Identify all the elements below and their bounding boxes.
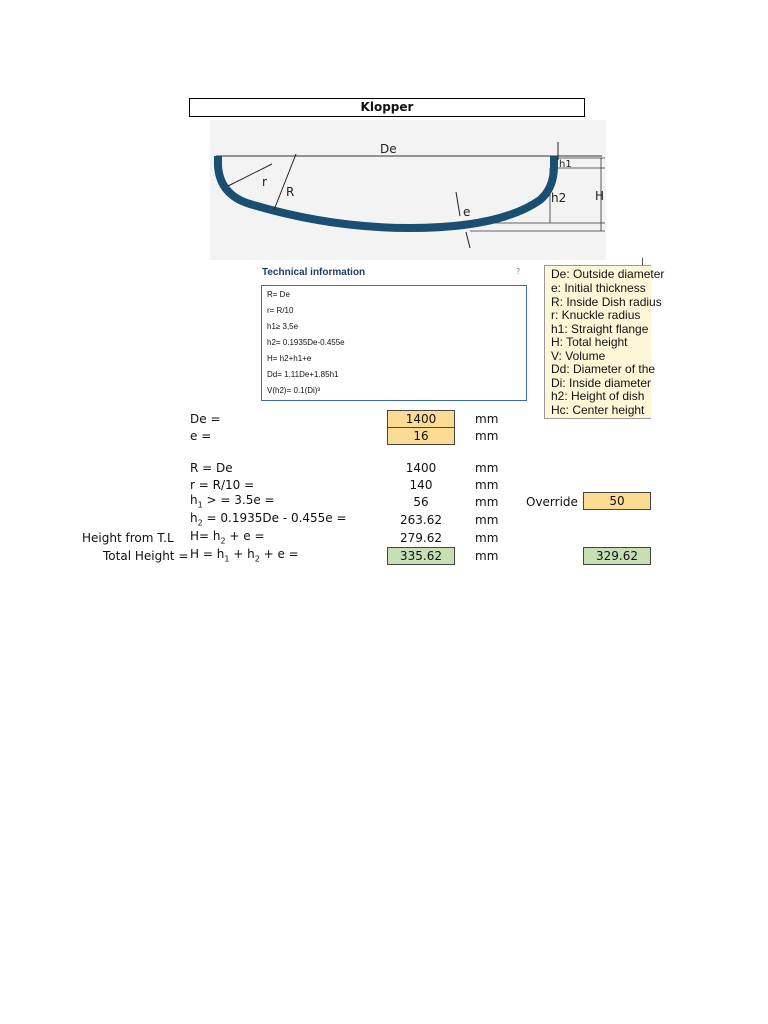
tech-line: r= R/10 [267, 306, 294, 315]
e-arrow-bottom [466, 232, 470, 248]
legend-item: De: Outside diameter [551, 267, 665, 281]
legend-item: h2: Height of dish [551, 389, 645, 403]
dish-shape [218, 156, 554, 228]
h1-formula: $h_1$ > = 3.5e = [190, 493, 275, 510]
H-tl-formula: $H= h_2 + e$ = [190, 529, 265, 546]
legend-item: V: Volume [551, 349, 606, 363]
r-value: 140 [409, 478, 433, 492]
r-label: r [262, 175, 267, 189]
tech-line: h2= 0.1935De-0.455e [267, 338, 345, 347]
tech-info-title: Technical information [262, 267, 366, 278]
total-height-label: Total Height = [103, 549, 189, 563]
de-input[interactable]: 1400 [387, 410, 455, 428]
help-icon[interactable]: ? [516, 267, 521, 276]
unit-label: mm [475, 513, 499, 527]
unit-label: mm [475, 531, 499, 545]
override-input[interactable]: 50 [583, 492, 651, 510]
e-label: e = [190, 429, 212, 443]
override-label: Override [526, 495, 578, 509]
h1-label: h1 [559, 159, 572, 170]
de-label: De = [190, 412, 221, 426]
unit-label: mm [475, 478, 499, 492]
tech-line: V(h2)= 0.1(Di)³ [267, 386, 321, 395]
legend-item: Hc: Center height [551, 403, 645, 417]
total-height-override-value: 329.62 [583, 547, 651, 565]
H-label: H [595, 189, 605, 203]
legend-item: Dd: Diameter of the [551, 362, 656, 376]
h2-label: h2 [551, 191, 567, 205]
height-from-tl-label: Height from T.L [82, 531, 174, 545]
legend-item: R: Inside Dish radius [551, 295, 662, 309]
tech-line: H= h2+h1+e [267, 354, 312, 363]
unit-label: mm [475, 412, 499, 426]
e-arrow-top [456, 192, 460, 216]
H-tl-value: 279.62 [400, 531, 442, 545]
legend-item: r: Knuckle radius [551, 308, 641, 322]
h2-value: 263.62 [400, 513, 442, 527]
tech-info-box [261, 285, 527, 401]
h1-value: 56 [413, 495, 429, 509]
R-formula: R = De [190, 461, 233, 475]
legend-item: Di: Inside diameter [551, 376, 652, 390]
R-label: R [286, 185, 295, 199]
R-arrow [274, 154, 296, 210]
h2-formula: $h_2 = 0.1935De - 0.455e$ = [190, 511, 347, 528]
klopper-drawing [210, 120, 606, 260]
klopper-head-diagram [210, 120, 606, 260]
total-height-formula: $H = h_1 + h_2 + e$ = [190, 547, 299, 564]
tech-line: h1≥ 3,5e [267, 322, 299, 331]
legend-box [544, 265, 665, 419]
e-input[interactable]: 16 [387, 427, 455, 445]
de-label: De [380, 142, 397, 156]
total-height-value: 335.62 [387, 547, 455, 565]
unit-label: mm [475, 429, 499, 443]
legend-item: h1: Straight flange [551, 322, 649, 336]
page-title: Klopper [189, 98, 585, 117]
R-value: 1400 [405, 461, 437, 475]
unit-label: mm [475, 461, 499, 475]
unit-label: mm [475, 495, 499, 509]
tech-line: R= De [267, 290, 290, 299]
e-label: e [463, 205, 471, 219]
legend-item: H: Total height [551, 335, 628, 349]
legend-item: e: Initial thickness [551, 281, 646, 295]
unit-label: mm [475, 549, 499, 563]
r-formula: r = R/10 = [190, 478, 255, 492]
tech-line: Dd= 1.11De+1.85h1 [267, 370, 339, 379]
